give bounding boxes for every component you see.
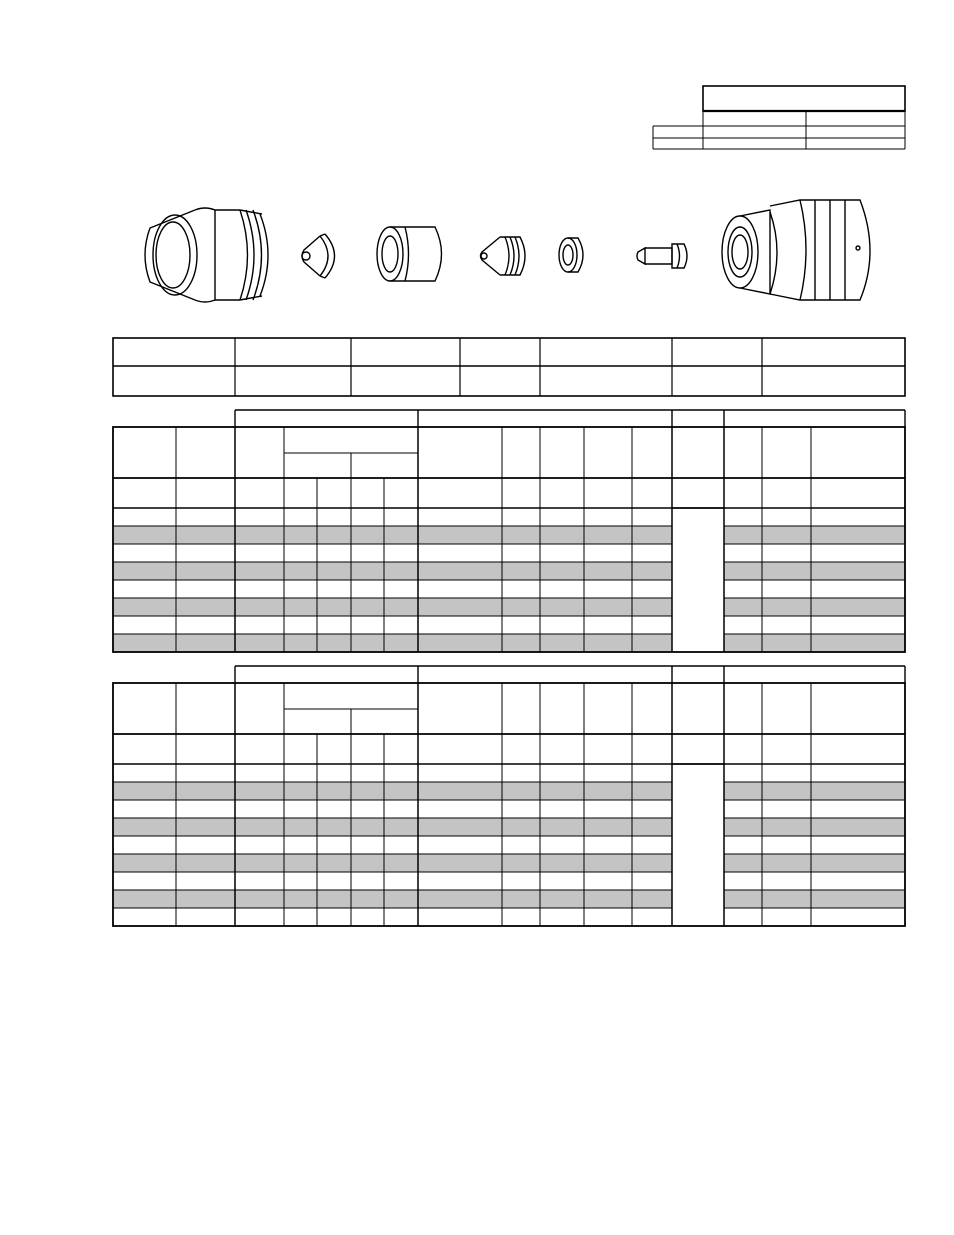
- torch-head-drawing: [722, 200, 870, 300]
- electrode-drawing: [637, 244, 687, 268]
- table-row-shade: [724, 890, 905, 908]
- table-row-shade: [724, 598, 905, 616]
- part-number-table: [113, 338, 905, 396]
- table-row-shade: [724, 818, 905, 836]
- table-row-shade: [113, 890, 672, 908]
- table-row-shade: [724, 634, 905, 652]
- shield-drawing: [145, 208, 268, 302]
- table-row-shade: [113, 854, 672, 872]
- small-header-table: [653, 86, 905, 149]
- part-number-frame: [113, 338, 905, 396]
- small-table-header-cell: [703, 86, 905, 111]
- table-row-shade: [113, 598, 672, 616]
- table-row-shade: [113, 782, 672, 800]
- table-row-shade: [724, 854, 905, 872]
- parts-illustration: [145, 200, 870, 302]
- table-row-shade: [724, 782, 905, 800]
- swirl-ring-drawing: [559, 238, 583, 272]
- nozzle-drawing: [481, 237, 526, 275]
- table-row-shade: [113, 526, 672, 544]
- retaining-cap-drawing: [302, 234, 335, 278]
- table-row-shade: [724, 526, 905, 544]
- cut-chart-lower: [113, 666, 905, 926]
- sleeve-drawing: [377, 227, 442, 281]
- cut-chart-upper: [113, 410, 905, 652]
- table-row-shade: [113, 634, 672, 652]
- table-row-shade: [113, 562, 672, 580]
- table-row-shade: [724, 562, 905, 580]
- table-row-shade: [113, 818, 672, 836]
